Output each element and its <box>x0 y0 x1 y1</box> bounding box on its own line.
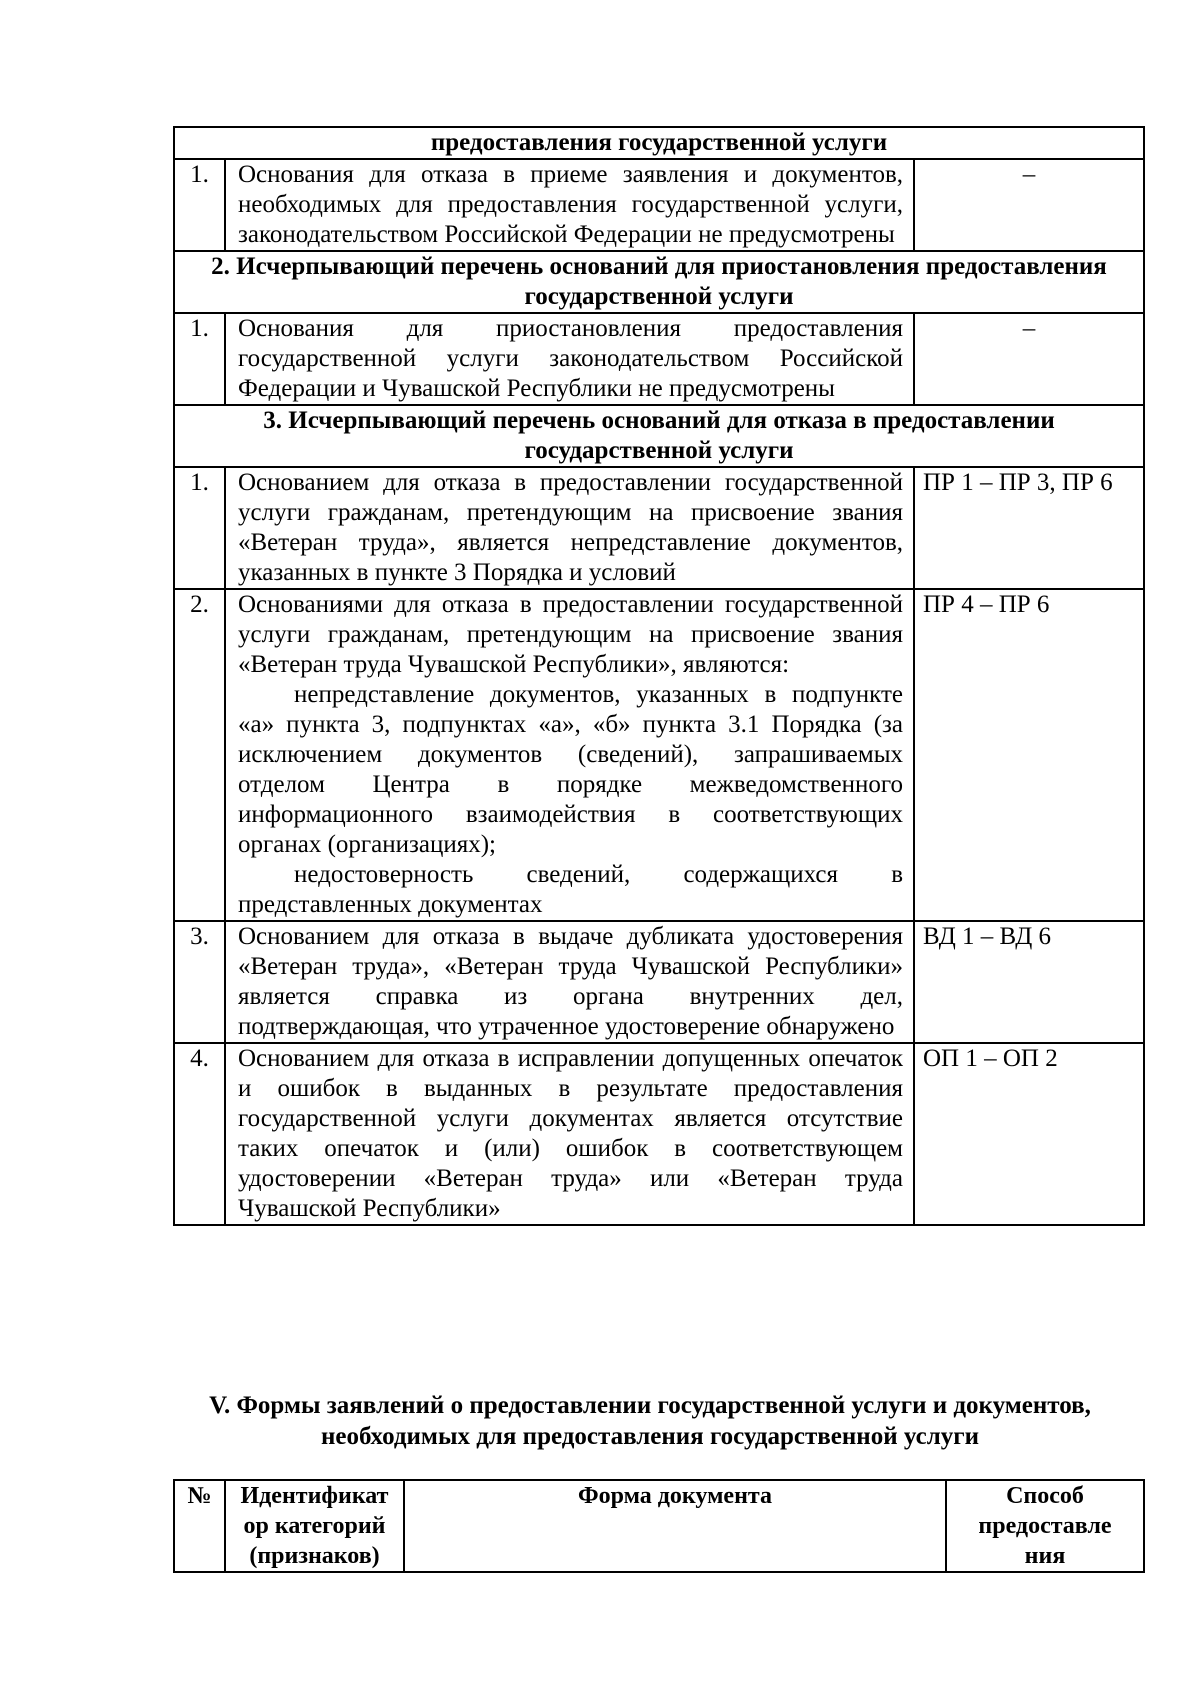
header-method-line: Способ <box>1006 1483 1084 1509</box>
header-identifier-line: Идентификат <box>240 1483 389 1509</box>
table-row <box>174 313 1144 405</box>
table-row <box>174 1043 1144 1225</box>
section-v-title <box>150 1390 1150 1452</box>
row-number: 1. <box>174 159 225 251</box>
group-header-row <box>174 251 1144 313</box>
header-identifier <box>225 1480 404 1572</box>
header-method-line: предоставле <box>978 1513 1112 1539</box>
table-row <box>174 467 1144 589</box>
row-subitem: непредставление документов, указанных в подпункте «а» пункта 3, подпунктах «а», «б» пункта 3.1 Порядка (за исключением документов (сведений), запрашиваемых отделом Центра в порядке межведомственного информационного взаимодействия в соответствующих органах (организациях); <box>238 681 903 858</box>
header-identifier-line: ор категорий <box>243 1513 386 1539</box>
forms-header-row <box>174 1480 1144 1572</box>
row-subitem: недостоверность сведений, содержащихся в представленных документах <box>238 861 903 918</box>
header-identifier-line: (признаков) <box>249 1543 380 1569</box>
row-text: Основания для приостановления предоставления государственной услуги законодательством Российской Федерации и Чувашской Республики не предусмотрены <box>225 313 914 405</box>
header-number: № <box>174 1480 225 1572</box>
continued-header: предоставления государственной услуги <box>174 127 1144 159</box>
table-row <box>174 159 1144 251</box>
row-reference: ПР 1 – ПР 3, ПР 6 <box>914 467 1144 589</box>
row-number: 2. <box>174 589 225 921</box>
row-text-cell <box>225 589 914 921</box>
table-row <box>174 589 1144 921</box>
header-form: Форма документа <box>404 1480 946 1572</box>
row-number: 4. <box>174 1043 225 1225</box>
row-number: 3. <box>174 921 225 1043</box>
group-header-row <box>174 405 1144 467</box>
row-reference: – <box>914 313 1144 405</box>
group2-header: 2. Исчерпывающий перечень оснований для приостановления предоставления государственной услуги <box>174 251 1144 313</box>
row-number: 1. <box>174 313 225 405</box>
row-reference: ОП 1 – ОП 2 <box>914 1043 1144 1225</box>
grounds-table <box>173 126 1145 1226</box>
forms-table <box>173 1479 1145 1573</box>
row-text: Основания для отказа в приеме заявления и документов, необходимых для предоставления государственной услуги, законодательством Российской Федерации не предусмотрены <box>225 159 914 251</box>
header-method <box>946 1480 1144 1572</box>
row-text: Основанием для отказа в предоставлении государственной услуги гражданам, претендующим на присвоение звания «Ветеран труда», является непредставление документов, указанных в пункте 3 Порядка и условий <box>225 467 914 589</box>
row-text: Основаниями для отказа в предоставлении государственной услуги гражданам, претендующим на присвоение звания «Ветеран труда Чувашской Республики», являются: <box>238 591 903 678</box>
row-number: 1. <box>174 467 225 589</box>
row-text: Основанием для отказа в выдаче дубликата удостоверения «Ветеран труда», «Ветеран труда Чувашской Республики» является справка из органа внутренних дел, подтверждающая, что утраченное удостоверение обнаружено <box>225 921 914 1043</box>
header-method-line: ния <box>1024 1543 1066 1569</box>
row-reference: ПР 4 – ПР 6 <box>914 589 1144 921</box>
continued-header-row <box>174 127 1144 159</box>
row-reference: – <box>914 159 1144 251</box>
section-v-title-line2: необходимых для предоставления государственной услуги <box>321 1423 979 1450</box>
table-row <box>174 921 1144 1043</box>
section-v-title-line1: V. Формы заявлений о предоставлении государственной услуги и документов, <box>209 1392 1091 1419</box>
row-text: Основанием для отказа в исправлении допущенных опечаток и ошибок в выданных в результате предоставления государственной услуги документах является отсутствие таких опечаток и (или) ошибок в соответствующем удостоверении «Ветеран труда» или «Ветеран труда Чувашской Республики» <box>225 1043 914 1225</box>
group3-header: 3. Исчерпывающий перечень оснований для отказа в предоставлении государственной услуги <box>174 405 1144 467</box>
row-reference: ВД 1 – ВД 6 <box>914 921 1144 1043</box>
